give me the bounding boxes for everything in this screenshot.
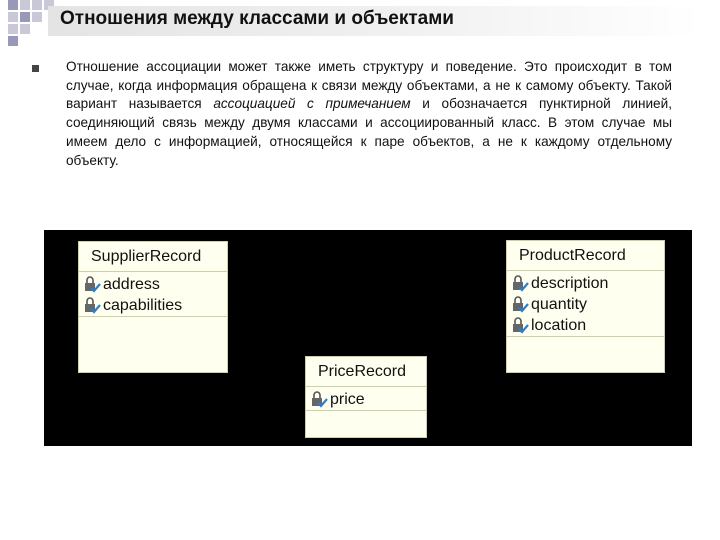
attribute-compartment [507,271,664,337]
private-attribute-lock-icon [511,317,531,335]
private-attribute-lock-icon [511,275,531,293]
attribute-row [507,294,664,315]
operation-compartment [507,337,664,355]
attribute-compartment [79,272,227,317]
attribute-row [79,295,227,316]
class-name: PriceRecord [306,357,426,387]
attribute-name: capabilities [103,297,183,314]
slide-title: Отношения между классами и объектами [60,8,454,29]
attribute-row [306,389,426,410]
class-supplier-record [78,241,228,373]
uml-diagram [44,230,692,446]
private-attribute-lock-icon [511,296,531,314]
attribute-name: quantity [531,296,588,313]
operation-compartment [306,411,426,429]
class-product-record [506,240,665,373]
body-paragraph [66,58,672,170]
attribute-name: description [531,275,609,292]
class-price-record [305,356,427,438]
attribute-row [507,315,664,336]
private-attribute-lock-icon [83,276,103,294]
bullet-marker [32,65,39,72]
attribute-compartment [306,387,426,411]
paragraph-italic-term: ассоциацией с примечанием [213,96,411,112]
paragraph-text-2: и обозначается пунктирной линией, соединяющий связь между двумя классами и ассоциированный класс. В этом случае мы имеем дело с информацией, относящейся к паре объектов, а не к каждому отдельному объекту. [66,96,672,168]
attribute-name: price [330,391,365,408]
private-attribute-lock-icon [310,391,330,409]
attribute-row [507,273,664,294]
operation-compartment [79,317,227,335]
private-attribute-lock-icon [83,297,103,315]
attribute-row [79,274,227,295]
attribute-name: address [103,276,160,293]
class-name: SupplierRecord [79,242,227,272]
paragraph-text-1: Отношение ассоциации может также иметь структуру и поведение. Это происходит в том случае, когда информация обращена к связи между объектами, а не к самому объекту. Такой вариант называется [66,59,672,112]
class-name: ProductRecord [507,241,664,271]
attribute-name: location [531,317,587,334]
